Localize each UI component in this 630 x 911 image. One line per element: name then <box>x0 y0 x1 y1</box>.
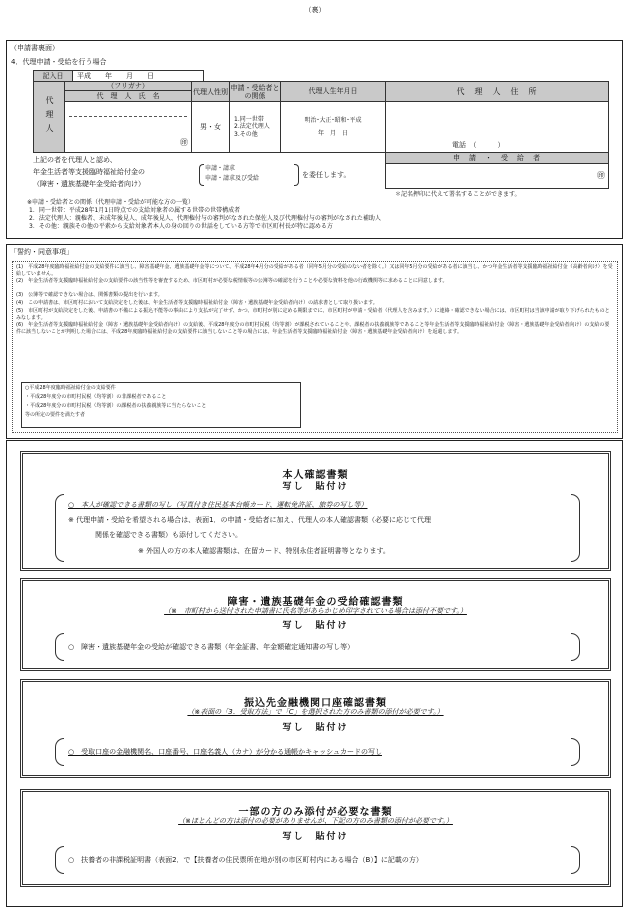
attachment-box-id[interactable] <box>20 451 611 571</box>
pledge-item-3: (3) 公簿等で確認できない場合は、関係書類の提出を行います。 <box>16 292 163 298</box>
attachment-note: （※ほとんどの方は添付の必要がありませんが、下記の方のみ書類の添付が必要です。） <box>178 817 453 825</box>
birth-field[interactable] <box>280 101 386 153</box>
phone-label: 電話 （ ） <box>452 141 505 149</box>
bracket-left <box>55 738 64 766</box>
requirements-box <box>21 382 301 428</box>
attachment-line-text: ○ 本人が確認できる書類の写し（写真付き住民基本台帳カード、運転免許証、旅券の写し等） <box>68 501 368 509</box>
delegation-line-2: 年金生活者等支援臨時福祉給付金の <box>33 168 145 176</box>
pledge-section <box>6 244 623 439</box>
attachment-title: 本人確認書類 <box>282 470 349 481</box>
birth-eras: 明治･大正･昭和･平成 <box>304 116 362 124</box>
gender-header-text: 代理人性別 <box>193 87 228 96</box>
furigana-line <box>69 116 187 117</box>
attachments-section <box>6 440 623 907</box>
seal-icon: ㊞ <box>597 171 605 180</box>
gender-header <box>191 81 230 102</box>
section-label: （申請書裏面） <box>10 44 59 52</box>
relation-option-3: 3.その他 <box>234 130 258 138</box>
attachment-line-3: 関係を確認できる書類）も添付してください。 <box>95 531 242 539</box>
requirement-3: 等の所定の要件を満たす者 <box>25 412 86 418</box>
pledge-body <box>12 261 618 433</box>
relation-field[interactable] <box>229 101 281 153</box>
delegation-suffix: を委任します。 <box>302 171 351 179</box>
attachment-line-1: ○ 扶養者の非課税証明書（表面2．で【扶養者の住民票所在地が別の市区町村内にある場合（B）】に記載の方） <box>68 856 423 864</box>
entry-date-field[interactable]: 平成 年 月 日 <box>72 70 204 82</box>
relation-option-2: 2.法定代理人 <box>234 123 270 131</box>
delegation-option-1[interactable]: 申請・請求 <box>205 165 236 172</box>
relation-header <box>229 81 281 102</box>
requirement-2: ・平成28年度分の市町村民税（均等割）の課税者の扶養親族等に当たらないこと <box>25 403 207 409</box>
pledge-item-6: (6) 年金生活者等支援臨時福祉給付金（障害・遺族基礎年金受給者向け）の支給後、平成28年度分の市町村民税（均等割）が課税されていることや、課税者の扶養親族等であること等年金生活者等支援臨時福祉給付金（障害・遺族基礎年金受給者向け）の支給の要件に該当しないことが判明した場合には、平成28年度臨時福祉給付金の支給要件に該当しないこと等の場合には、年金生活者等支援臨時福祉給付金（障害・遺族基礎年金受給者向け）を返還します。 <box>16 322 610 335</box>
relation-notes-heading: ※申請・受給者との関係（代理申請・受給が可能な方の一覧） <box>27 199 195 206</box>
attachment-line-1 <box>68 501 568 510</box>
requirements-heading: ○平成28年度臨時福祉給付金の支給要件 <box>25 385 116 391</box>
page-side-label: （裏） <box>304 6 326 14</box>
entry-date-label: 記入日 <box>33 70 73 82</box>
address-header: 代 理 人 住 所 <box>385 81 609 102</box>
attachment-box-pension[interactable] <box>20 578 611 671</box>
delegation-option-2[interactable]: 申請・請求及び受給 <box>205 175 260 182</box>
birth-header: 代理人生年月日 <box>280 81 386 102</box>
bracket-right <box>571 633 580 661</box>
gender-field[interactable]: 男・女 <box>191 101 230 153</box>
attachment-box-dependent[interactable] <box>20 789 611 887</box>
attachment-line-2: ※ 代理申請・受給を希望される場合は、表面1．の申請・受給者に加え、代理人の本人確認書類（必要に応じて代理 <box>68 516 431 524</box>
pledge-item-4: (4) この申請書は、市区町村において支給決定をした後は、年金生活者等支援臨時福祉給付金（障害・遺族基礎年金受給者向け）の請求書として取り扱います。 <box>16 300 378 306</box>
applicant-signature-field[interactable] <box>385 163 609 189</box>
attachment-line-1: ○ 障害・遺族基礎年金の受給が確認できる書類（年金証書、年金額確定通知書の写し等） <box>68 643 355 651</box>
pledge-heading: 「誓約・同意事項」 <box>10 248 73 256</box>
birth-ymd: 年 月 日 <box>317 130 348 137</box>
attachment-line-4: ※ 外国人の方の本人確認書類は、在留カード、特別永住者証明書等となります。 <box>138 547 390 555</box>
seal-icon: ㊞ <box>180 138 188 147</box>
signature-note: ＊記名押印に代えて署名することができます。 <box>395 191 521 198</box>
relation-note-2: 2．法定代理人：親権者、未成年後見人、成年後見人、代理権付与の審判がなされた保佐人及び代理権付与の審判がなされた補助人 <box>29 215 381 222</box>
attachment-subtitle: 写し 貼付け <box>282 621 349 631</box>
attachment-note: （※表面の「3．受取方法」で「C」を選択された方のみ書類の添付が必要です。） <box>187 708 444 716</box>
relation-option-1: 1.同一世帯 <box>234 115 264 123</box>
bracket-left <box>55 494 64 562</box>
requirement-1: ・平成28年度分の市町村民税（均等割）の非課税者であること <box>25 394 167 400</box>
furigana-header: （フリガナ） <box>64 81 192 91</box>
delegation-bracket-right <box>294 164 299 186</box>
pledge-item-5: (5) 市区町村が支給決定をした後、申請書の不備による振込不能等の事由により支払が完了せず、かつ、市町村が別に定める期限までに、市区町村が申請・受給者（代理人を含みます。）に連絡・確認できない場合には、市区町村は当該申請が取り下げられたものとみなします。 <box>16 308 610 321</box>
attachment-subtitle: 写し 貼付け <box>282 723 349 733</box>
bracket-left <box>55 846 64 874</box>
name-header: 代 理 人 氏 名 <box>64 90 192 102</box>
attachment-title: 一部の方のみ添付が必要な書類 <box>238 807 393 818</box>
attachment-subtitle: 写し 貼付け <box>282 482 349 492</box>
attachment-box-bank[interactable] <box>20 679 611 778</box>
relation-note-3: 3．その他：親族その他の平素から支給対象者本人の身の回りの世話をしている方等で市区町村長が特に認める方 <box>29 223 333 230</box>
agent-name-field[interactable] <box>64 101 192 153</box>
delegation-line-3: （障害・遺族基礎年金受給者向け） <box>33 180 145 188</box>
bracket-left <box>55 633 64 661</box>
attachment-title: 障害・遺族基礎年金の受給確認書類 <box>227 597 404 608</box>
applicant-header: 申 請 ・ 受 給 者 <box>385 152 609 164</box>
attachment-line-1 <box>68 748 568 757</box>
relation-header-text: 申請・受給者との関係 <box>230 83 280 100</box>
attachment-subtitle: 写し 貼付け <box>282 832 349 842</box>
relation-note-1: 1．同一世帯：平成28年1月1日時点での支給対象者の属する世帯の世帯構成者 <box>29 207 241 214</box>
attachment-title: 振込先金融機関口座確認書類 <box>244 698 387 709</box>
item-heading: 4．代理申請・受給を行う場合 <box>11 58 107 66</box>
pledge-item-2: (2) 年金生活者等支援臨時福祉給付金の支給要件の該当性等を審査するため、市区町村が必要な税情報等の公簿等の確認を行うことや必要な資料を他の行政機関等に求めることに同意します。 <box>16 278 448 284</box>
bracket-right <box>571 738 580 766</box>
application-section <box>6 40 623 239</box>
agent-address-field[interactable] <box>385 101 609 153</box>
attachment-note: （※ 市町村から送付された申請書に氏名等があらかじめ印字されている場合は添付不要です。） <box>164 607 467 615</box>
delegation-bracket-left <box>199 164 204 186</box>
agent-label: 代理人 <box>33 81 65 153</box>
pledge-item-1: (1) 平成28年度臨時福祉給付金の支給要件に該当し、障害基礎年金、遺族基礎年金等について、平成28年4月分の受給がある者（同年5月分の受給のない者を除く。）又は同年5月分の受給がある者に該当し、かつ年金生活者等支援臨時福祉給付金（高齢者向け）を受給していません。 <box>16 264 613 277</box>
delegation-line-1: 上記の者を代理人と認め、 <box>33 156 117 164</box>
attachment-line-text: ○ 受取口座の金融機関名、口座番号、口座名義人（カナ）が分かる通帳かキャッシュカードの写し <box>68 748 382 756</box>
